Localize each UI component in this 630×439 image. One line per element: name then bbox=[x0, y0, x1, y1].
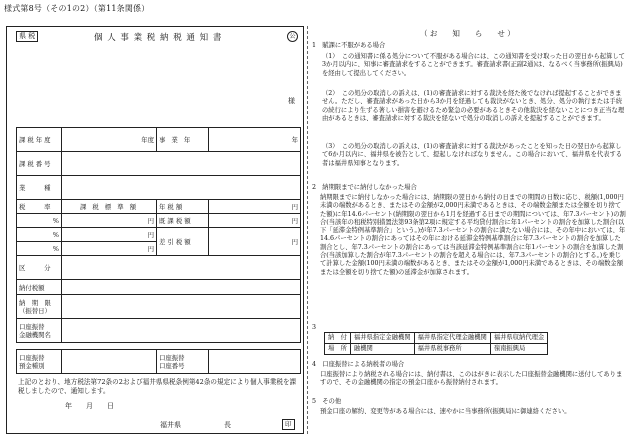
diff-tax-yen: 円 bbox=[209, 228, 301, 256]
section-1-item-1: （1） この通知書に係る処分について不服がある場合には、この通知書を受け取った日の翌日から起算して3か月以内に、知事に審査請求をすることができます。審査請求書(正副2通)は、なるべく当事務所(振興局)を経由して提出してください。 bbox=[322, 53, 625, 77]
tax-number-label: 課税番号 bbox=[17, 152, 62, 176]
industry-value bbox=[62, 176, 301, 200]
category-label: 区 分 bbox=[17, 256, 62, 280]
account-bank-label: 口座振替 金融機関名 bbox=[17, 319, 62, 343]
annual-tax-yen: 円 bbox=[209, 200, 301, 214]
form-number: 様式第8号（その1の2）（第11条関係） bbox=[4, 4, 150, 13]
section-2-body: 納期限までに納付しなかった場合には、納期限の翌日から納付の日までの期間の日数に応じ、税額(1,000円未満の端数があるとき、またはその金額が2,000円未満であるときは、その端数金額または全額を切り捨てた額)に年14.6パーセント(納期限の翌日から1月を経過する日までの期間については、年7.3パーセント)の割合(当該年の租税特別措置法第93条第2項に規定する平均貸付割合に年1パーセントの割合を加算した割合(以下「延滞金特例基準割合」という。)が年7.3パーセントの割合に満たない場合には、その年中においては、年14.6パーセントの割合にあってはその年における延滞金特例基準割合に年7.3パーセントの割合を加算した割合とし、年7.3パーセントの割合にあっては当該延滞金特例基準割合に年1パーセントの割合を加算した割合(当該加算した割合が年7.3パーセントの割合を超える場合には、年7.3パーセントの割合)とする。)を乗じて計算した金額(100円未満の端数があるとき、またはその金額が1,000円未満であるときは、その端数金額または全額を切り捨てた額)の延滞金が加算されます。 bbox=[320, 194, 626, 276]
section-1-title: 1 賦課に不服がある場合 bbox=[312, 42, 386, 49]
tax-detail-table bbox=[16, 127, 301, 374]
place-r1-c1: 福井県指定金融機関 bbox=[350, 333, 414, 344]
notice-title: 個 人 事 業 税 納 税 通 知 書 bbox=[94, 33, 223, 43]
place-r1-c2: 福井県指定代理金融機関 bbox=[414, 333, 490, 344]
section-4-title: 4 口座振替による納税者の場合 bbox=[312, 361, 405, 368]
rate-pct-3: % bbox=[17, 242, 62, 256]
info-heading: （ お 知 ら せ ） bbox=[420, 29, 515, 38]
payment-amount-value bbox=[62, 280, 301, 295]
deadline-label: 納 期 限 （振替日） bbox=[17, 295, 62, 319]
account-number-label: 口座振替 口座番号 bbox=[157, 350, 209, 374]
rate-pct-2: % bbox=[17, 228, 62, 242]
tax-base-label: 課 税 標 準 額 bbox=[62, 200, 157, 214]
tax-number-value bbox=[62, 152, 301, 176]
prefecture-tax-tag: 県 税 bbox=[16, 31, 38, 42]
section-3-title: 3 bbox=[312, 324, 317, 331]
section-1-item-3: （3） この処分の取消しの訴えは、(1)の審査請求に対する裁決があったことを知った日の翌日から起算して6か月以内に、福井県を被告として、提起しなければなりません。この場合において、福井県を代表する者は福井県知事となります。 bbox=[322, 143, 623, 167]
tax-year-unit: 年度 bbox=[62, 128, 157, 152]
business-year-unit: 年 bbox=[209, 128, 301, 152]
section-5-title: 5 その他 bbox=[312, 398, 342, 405]
annual-tax-label: 年 税 額 bbox=[157, 200, 209, 214]
place-r2-c3: 嶺南振興局 bbox=[490, 344, 547, 355]
honorific: 様 bbox=[288, 97, 295, 105]
issuer-title: 長 bbox=[224, 421, 231, 429]
section-1-item-2: （2） この処分の取消しの訴えは、(1)の審査請求に対する裁決を経た後でなければ提起することができません。ただし、審査請求があった日から3か月を経過しても裁決がないとき、処分、処分の執行または手続の続行により生ずる著しい損害を避けるため緊急の必要があるときその他裁決を経ないことにつき正当な理由があるときは、審査請求に対する裁決を経ないで処分の取消しの訴えを提起することができます。 bbox=[322, 90, 625, 122]
payment-place-table-wrap bbox=[312, 332, 626, 356]
section-5-body: 預金口座の解約、変更等がある場合には、速やかに当事務所(振興局)に御連絡ください。 bbox=[320, 408, 571, 415]
rate-label: 税 率 bbox=[17, 200, 62, 214]
issuer-seal: 印 bbox=[282, 419, 295, 430]
payment-place-label-bottom: 場 所 bbox=[325, 344, 351, 355]
account-type-value bbox=[62, 350, 157, 374]
business-year-label: 事 業 年 bbox=[157, 128, 209, 152]
notice-info-panel bbox=[312, 26, 628, 434]
payment-place-label-top: 納 付 bbox=[325, 333, 351, 344]
diff-tax-label: 差 引 税 額 bbox=[157, 228, 209, 256]
deadline-value bbox=[62, 295, 301, 319]
issuer-name: 福井県 bbox=[160, 421, 181, 429]
place-r1-c3: 福井県収納代理金 bbox=[490, 333, 547, 344]
account-type-label: 口座振替 預金種別 bbox=[17, 350, 62, 374]
industry-label: 業 種 bbox=[17, 176, 62, 200]
base-yen-3: 円 bbox=[62, 242, 157, 256]
category-value bbox=[62, 256, 301, 280]
section-4-body: 口座振替により納税される場合には、納付書は、このはがきに表示した口座振替金融機関に送付してありますので、その金融機関の指定の預金口座から振替納付されます。 bbox=[320, 371, 623, 387]
place-r2-c2: 福井県税事務所 bbox=[414, 344, 490, 355]
taxed-amount-yen: 円 bbox=[209, 214, 301, 228]
issue-date: 年 月 日 bbox=[65, 402, 114, 410]
taxed-amount-label: 既 課 税 額 bbox=[157, 214, 209, 228]
tax-year-label: 課税年度 bbox=[17, 128, 62, 152]
official-seal-mark: 公 bbox=[287, 31, 298, 42]
notice-text: 上記のとおり、地方税法第72条の2および福井県県税条例第42条の規定により個人事業税を課税しましたので、通知します。 bbox=[18, 378, 297, 395]
perforation-line bbox=[307, 26, 308, 434]
section-2-title: 2 納期限までに納付しなかった場合 bbox=[312, 184, 417, 191]
payment-amount-label: 納付税額 bbox=[17, 280, 62, 295]
base-yen-1: 円 bbox=[62, 214, 157, 228]
base-yen-2: 円 bbox=[62, 228, 157, 242]
account-bank-value bbox=[62, 319, 301, 343]
rate-pct-1: % bbox=[17, 214, 62, 228]
place-r2-c1: 融機関 bbox=[350, 344, 414, 355]
payment-place-table bbox=[324, 332, 548, 355]
account-number-value bbox=[209, 350, 301, 374]
